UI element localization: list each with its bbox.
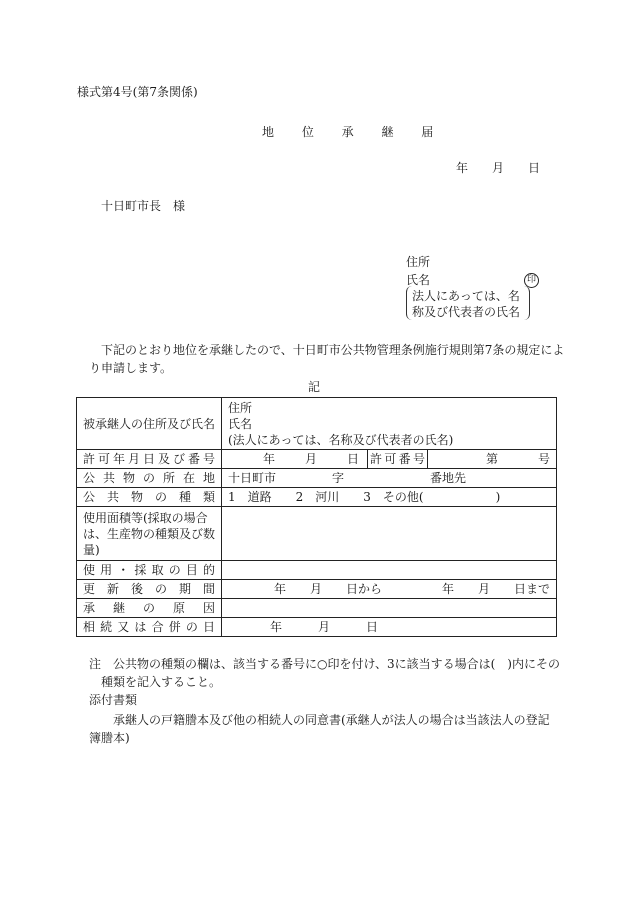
permit-number-field[interactable] — [428, 450, 557, 469]
row-label-purpose: 使用・採取の目的 — [77, 561, 222, 580]
note-line2: 種類を記入すること。 — [101, 675, 222, 689]
location-field[interactable] — [222, 469, 557, 488]
cause-field[interactable] — [222, 599, 557, 618]
body-text-line2: り申請します。 — [89, 361, 173, 375]
application-table — [76, 397, 557, 637]
body-text-line1: 下記のとおり地位を承継したので、十日町市公共物管理条例施行規則第7条の規定によ — [101, 343, 565, 357]
row-label-cause: 承継の原因 — [77, 599, 222, 618]
permit-day: 日 — [346, 452, 359, 466]
applicant-address-label: 住所 — [406, 255, 431, 269]
area-label-line1: 使用面積等(採取の場合 — [83, 510, 208, 525]
row-label-location: 公共物の所在地 — [77, 469, 222, 488]
permit-month: 月 — [304, 452, 317, 466]
date-year: 年 — [456, 161, 469, 175]
location-aza: 字 — [332, 471, 345, 485]
seal-icon: 印 — [524, 273, 539, 288]
applicant-name-label: 氏名 — [406, 273, 431, 287]
date-day: 日 — [528, 161, 541, 175]
row-label-predecessor: 被承継人の住所及び氏名 — [77, 398, 222, 450]
note-line1: 注 公共物の種類の欄は、該当する番号に○印を付け、3に該当する場合は( )内にその — [89, 657, 560, 671]
permit-year: 年 — [262, 452, 275, 466]
area-label-line2: は、生産物の種類及び数 — [83, 526, 216, 541]
period-field[interactable]: 年 月 日から 年 月 日まで — [222, 580, 557, 599]
table-row — [77, 561, 557, 580]
table-row — [77, 398, 557, 450]
predecessor-address-label: 住所 — [228, 400, 253, 415]
type-options[interactable]: 1 道路 2 河川 3 その他( ) — [222, 488, 557, 507]
row-label-period: 更新後の期間 — [77, 580, 222, 599]
location-banchi: 番地先 — [430, 471, 467, 485]
location-city: 十日町市 — [228, 471, 277, 485]
area-field[interactable] — [222, 507, 557, 561]
area-label-line3: 量) — [83, 542, 100, 557]
table-row — [77, 618, 557, 637]
permit-dai: 第 — [486, 452, 499, 466]
permit-number-label: 許可番号 — [368, 450, 428, 469]
table-row — [77, 469, 557, 488]
purpose-field[interactable] — [222, 561, 557, 580]
row-label-area — [77, 507, 222, 561]
predecessor-name-label: 氏名 — [228, 416, 253, 431]
applicant-note-line1: 法人にあっては、名 — [412, 289, 520, 303]
table-row — [77, 599, 557, 618]
table-row — [77, 450, 557, 469]
table-row — [77, 488, 557, 507]
succession-date-field[interactable]: 年 月 日 — [222, 618, 557, 637]
predecessor-field[interactable] — [222, 398, 557, 450]
row-label-type: 公共物の種類 — [77, 488, 222, 507]
permit-go: 号 — [538, 452, 551, 466]
permit-date-field[interactable] — [222, 450, 368, 469]
addressee: 十日町市長 様 — [101, 199, 186, 213]
row-label-succession-date: 相続又は合併の日 — [77, 618, 222, 637]
attachment-line1: 承継人の戸籍謄本及び他の相続人の同意書(承継人が法人の場合は当該法人の登記 — [113, 713, 550, 727]
table-row — [77, 507, 557, 561]
applicant-note-line2: 称及び代表者の氏名 — [412, 305, 521, 319]
ki-heading: 記 — [308, 380, 321, 394]
table-row — [77, 580, 557, 599]
attachment-line2: 簿謄本) — [89, 731, 130, 745]
row-label-permit-date: 許可年月日及び番号 — [77, 450, 222, 469]
form-number: 様式第4号(第7条関係) — [77, 85, 198, 99]
attachment-heading: 添付書類 — [89, 693, 138, 707]
predecessor-note: (法人にあっては、名称及び代表者の氏名) — [228, 432, 454, 447]
document-title: 地 位 承 継 届 — [262, 125, 446, 139]
date-month: 月 — [492, 161, 505, 175]
